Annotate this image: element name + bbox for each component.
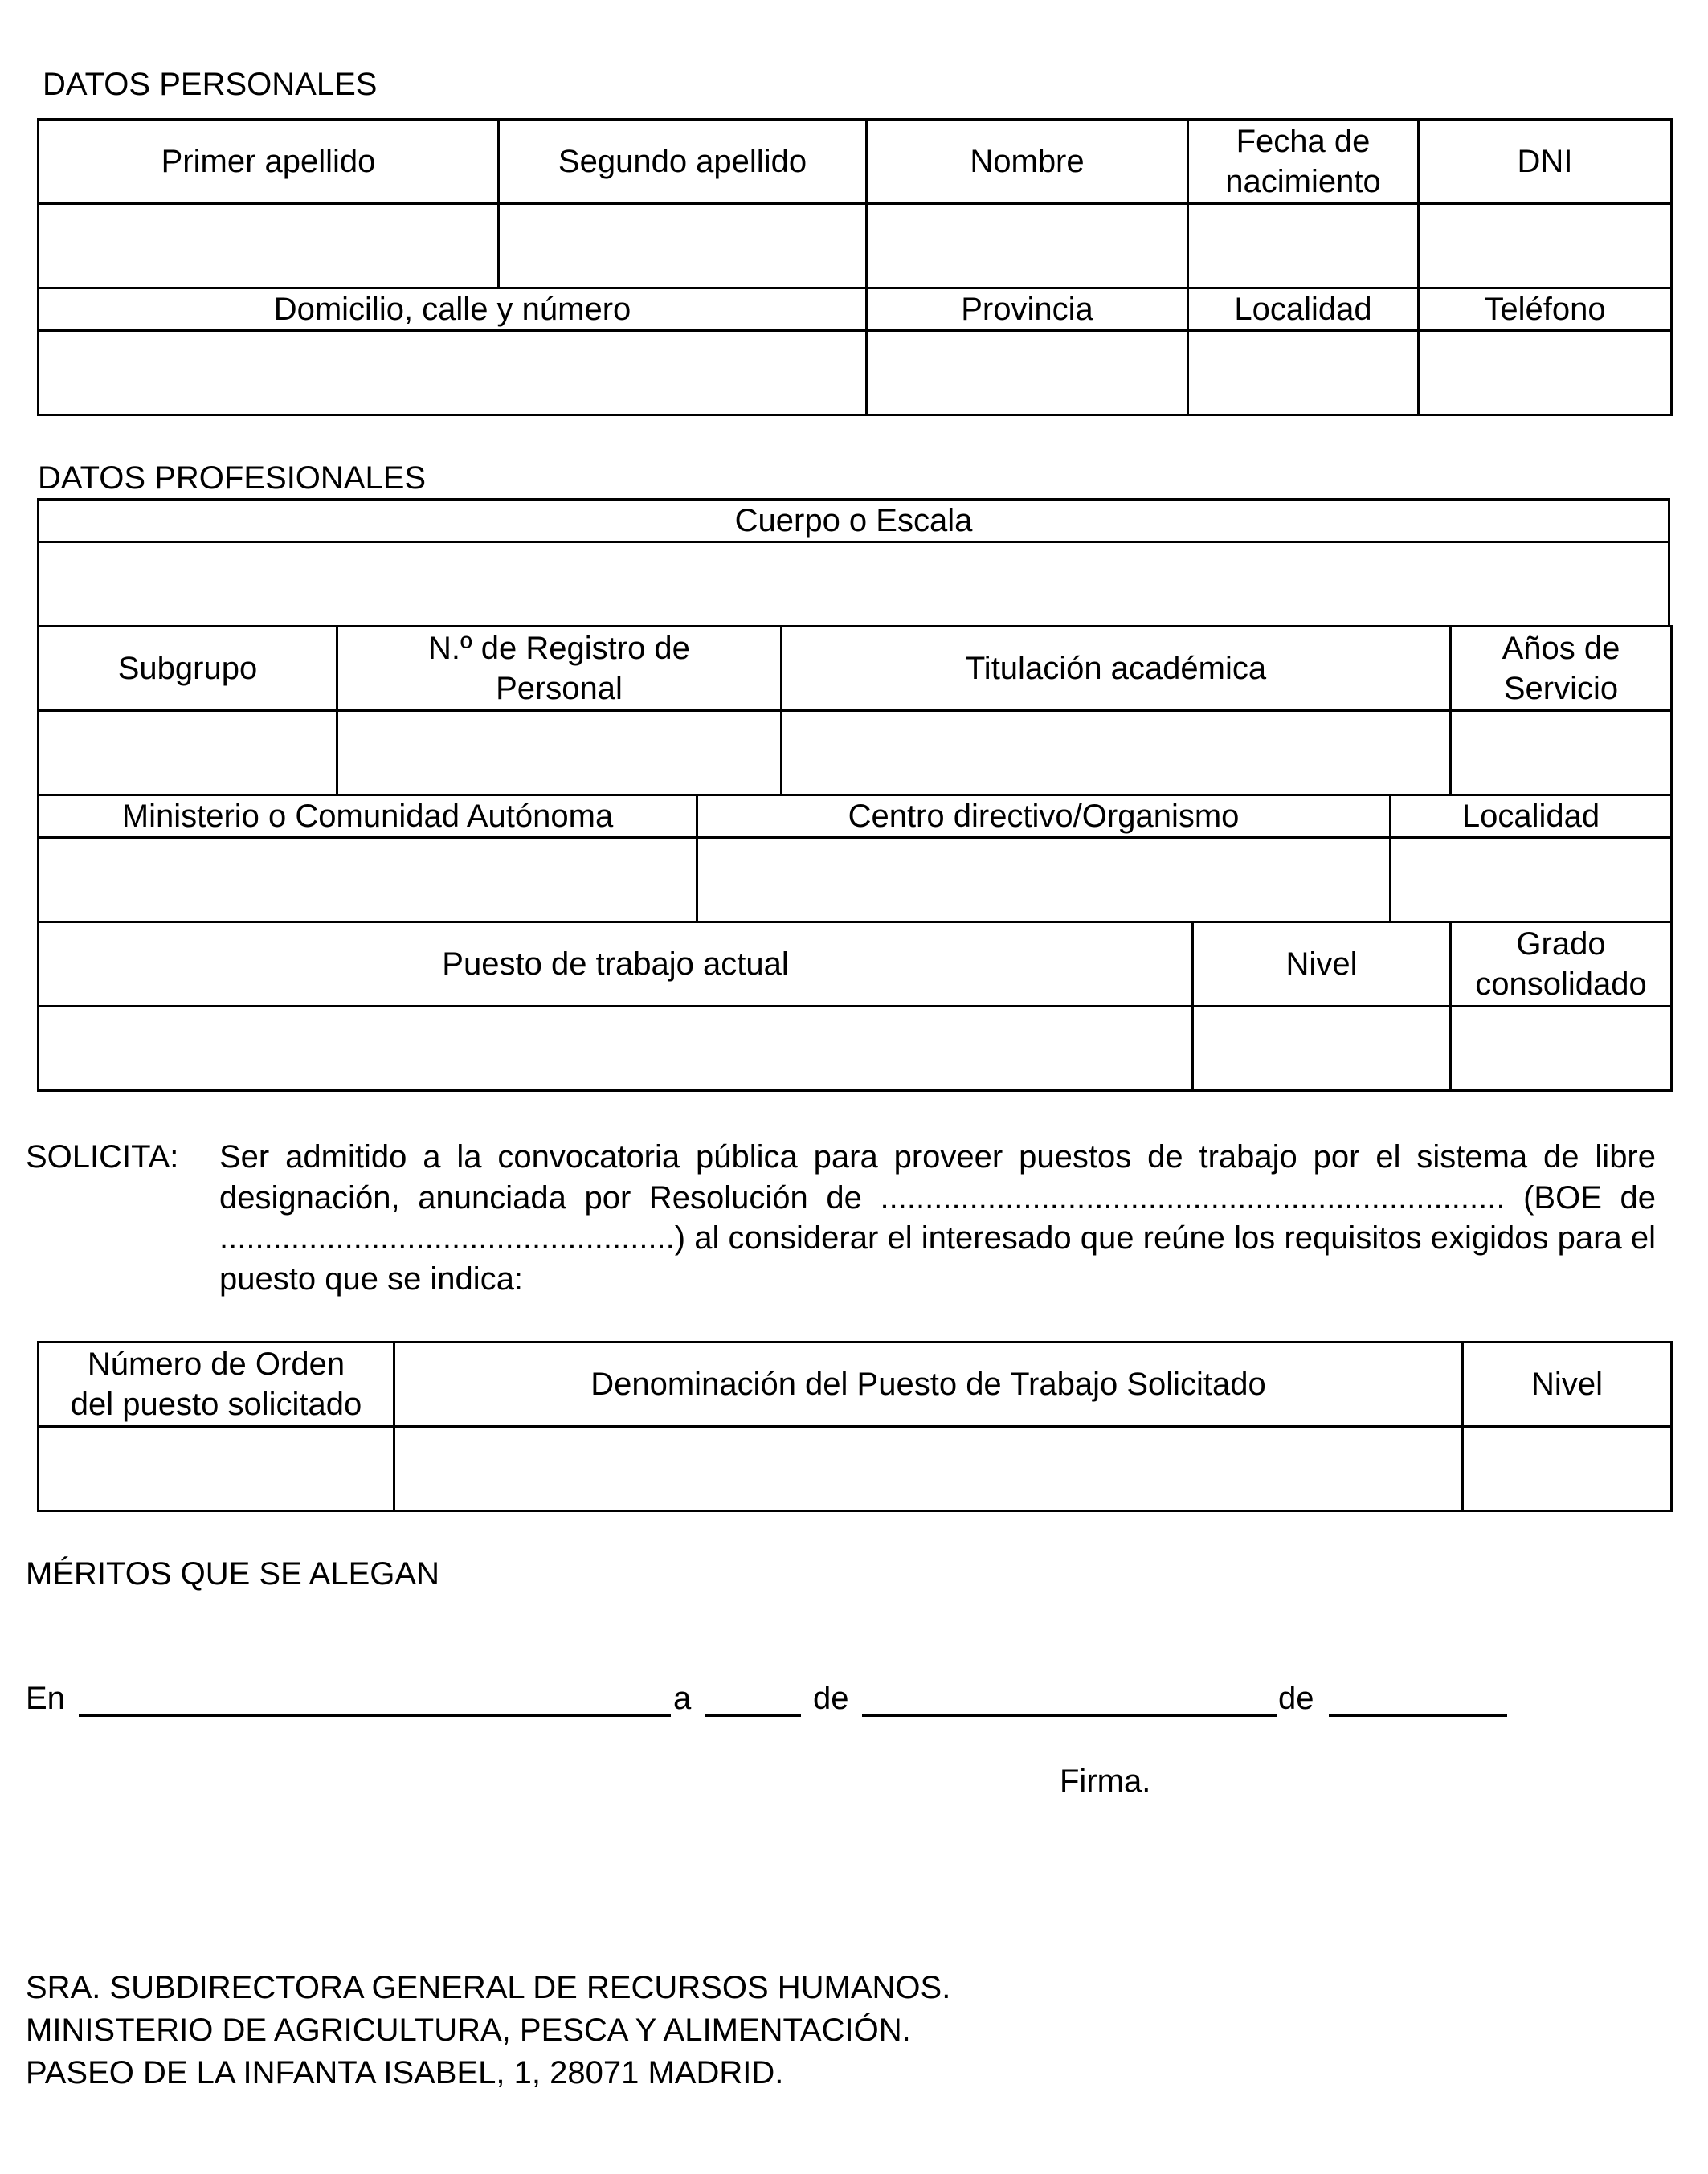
header-nivel-actual: Nivel: [1193, 922, 1451, 1007]
field-localidad[interactable]: [1188, 331, 1419, 415]
date-month-line[interactable]: [862, 1714, 1277, 1717]
field-subgrupo[interactable]: [39, 711, 337, 795]
recipient-line-3: PASEO DE LA INFANTA ISABEL, 1, 28071 MADRID.: [26, 2055, 784, 2090]
header-segundo-apellido: Segundo apellido: [499, 120, 867, 204]
header-nivel-solicitado: Nivel: [1463, 1342, 1672, 1427]
field-fecha-nacimiento[interactable]: [1188, 204, 1419, 288]
header-telefono: Teléfono: [1419, 288, 1672, 331]
recipient-line-2: MINISTERIO DE AGRICULTURA, PESCA Y ALIMENTACIÓN.: [26, 2013, 911, 2048]
header-grado-line2: consolidado: [1475, 966, 1647, 1002]
header-subgrupo: Subgrupo: [39, 627, 337, 711]
field-provincia[interactable]: [867, 331, 1188, 415]
personal-data-table: [37, 118, 1673, 416]
header-grado-consolidado: [1451, 922, 1672, 1007]
date-year-line[interactable]: [1329, 1714, 1507, 1717]
header-orden-line2: del puesto solicitado: [70, 1387, 362, 1422]
field-numero-orden[interactable]: [39, 1427, 394, 1511]
field-telefono[interactable]: [1419, 331, 1672, 415]
header-fecha-line2: nacimiento: [1225, 164, 1381, 199]
header-ministerio: Ministerio o Comunidad Autónoma: [39, 795, 697, 838]
field-grado-consolidado[interactable]: [1451, 1007, 1672, 1091]
header-localidad-profesional: Localidad: [1391, 795, 1672, 838]
field-domicilio[interactable]: [39, 331, 867, 415]
header-primer-apellido: Primer apellido: [39, 120, 499, 204]
header-nombre: Nombre: [867, 120, 1188, 204]
header-domicilio: Domicilio, calle y número: [39, 288, 867, 331]
header-localidad: Localidad: [1188, 288, 1419, 331]
header-registro-line2: Personal: [496, 671, 623, 706]
header-anios-servicio: [1451, 627, 1672, 711]
header-provincia: Provincia: [867, 288, 1188, 331]
professional-puesto-table: [37, 921, 1673, 1092]
section-title-datos-personales: DATOS PERSONALES: [43, 67, 378, 102]
header-registro-personal: [337, 627, 782, 711]
field-puesto-actual[interactable]: [39, 1007, 1193, 1091]
header-fecha-nacimiento: [1188, 120, 1419, 204]
field-cuerpo-escala[interactable]: [39, 542, 1669, 627]
date-en-label: En: [26, 1681, 65, 1716]
field-localidad-profesional[interactable]: [1391, 838, 1672, 922]
field-nivel-solicitado[interactable]: [1463, 1427, 1672, 1511]
header-grado-line1: Grado: [1516, 926, 1606, 962]
signature-label: Firma.: [1060, 1763, 1151, 1799]
date-de2-label: de: [1278, 1681, 1314, 1716]
field-segundo-apellido[interactable]: [499, 204, 867, 288]
field-denominacion-puesto[interactable]: [394, 1427, 1463, 1511]
header-fecha-line1: Fecha de: [1236, 124, 1371, 159]
field-nivel-actual[interactable]: [1193, 1007, 1451, 1091]
header-puesto-actual: Puesto de trabajo actual: [39, 922, 1193, 1007]
date-a-label: a: [673, 1681, 692, 1716]
header-titulacion: Titulación académica: [782, 627, 1451, 711]
field-anios-servicio[interactable]: [1451, 711, 1672, 795]
date-day-line[interactable]: [705, 1714, 801, 1717]
recipient-line-1: SRA. SUBDIRECTORA GENERAL DE RECURSOS HUMANOS.: [26, 1970, 951, 2005]
field-centro-directivo[interactable]: [697, 838, 1391, 922]
field-dni[interactable]: [1419, 204, 1672, 288]
professional-subgrupo-table: [37, 625, 1673, 796]
header-denominacion-puesto: Denominación del Puesto de Trabajo Solicitado: [394, 1342, 1463, 1427]
professional-ministerio-table: [37, 794, 1673, 923]
field-primer-apellido[interactable]: [39, 204, 499, 288]
date-de1-label: de: [813, 1681, 849, 1716]
header-anios-line2: Servicio: [1503, 671, 1619, 706]
header-numero-orden: [39, 1342, 394, 1427]
field-registro-personal[interactable]: [337, 711, 782, 795]
header-centro-directivo: Centro directivo/Organismo: [697, 795, 1391, 838]
section-title-meritos: MÉRITOS QUE SE ALEGAN: [26, 1556, 439, 1592]
date-place-line[interactable]: [79, 1714, 671, 1717]
requested-post-table: [37, 1341, 1673, 1512]
professional-cuerpo-table: [37, 498, 1670, 627]
field-nombre[interactable]: [867, 204, 1188, 288]
section-title-datos-profesionales: DATOS PROFESIONALES: [38, 460, 427, 496]
header-registro-line1: N.º de Registro de: [428, 631, 690, 666]
header-cuerpo-escala: Cuerpo o Escala: [39, 500, 1669, 542]
header-orden-line1: Número de Orden: [87, 1346, 345, 1382]
field-titulacion[interactable]: [782, 711, 1451, 795]
solicita-label: SOLICITA:: [26, 1139, 179, 1175]
header-dni: DNI: [1419, 120, 1672, 204]
solicita-text: Ser admitido a la convocatoria pública para proveer puestos de trabajo por el sistema de libre designación, anunciada por Resolución de ...................................................................... (BOE de ...................................................) al considerar el interesado que reúne los requisitos exigidos para el puesto que se indica:: [219, 1139, 1656, 1297]
header-anios-line1: Años de: [1502, 631, 1620, 666]
field-ministerio[interactable]: [39, 838, 697, 922]
